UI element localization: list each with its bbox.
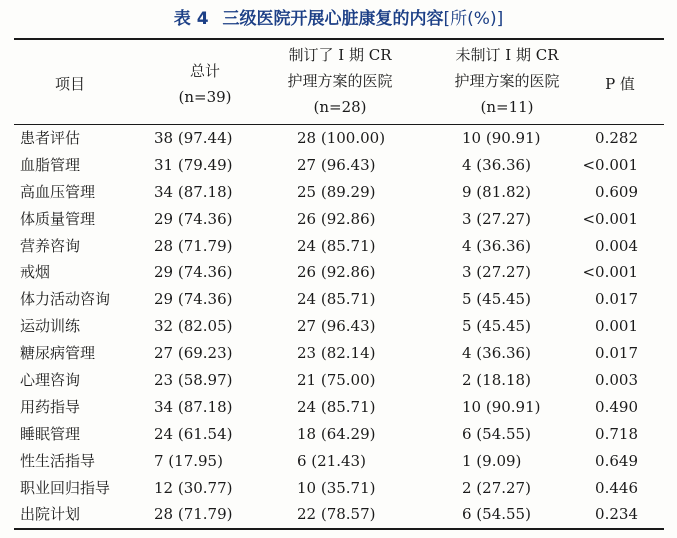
cell-without-cr: 9 (81.82) (462, 182, 531, 201)
cell-with-cr: 21 (75.00) (297, 371, 376, 390)
cell-without-cr: 10 (90.91) (462, 129, 541, 147)
row-item-label: 体力活动咨询 (20, 290, 111, 309)
cell-with-cr: 27 (96.43) (297, 155, 376, 174)
cell-without-cr: 3 (27.27) (462, 263, 531, 282)
table-row (14, 448, 664, 475)
cell-p-value: <0.001 (582, 263, 638, 282)
cell-total: 38 (97.44) (154, 129, 233, 147)
cell-without-cr: 6 (54.55) (462, 424, 531, 443)
cell-with-cr: 22 (78.57) (297, 505, 376, 524)
header-p-value: P 值 (605, 75, 635, 93)
cell-without-cr: 6 (54.55) (462, 505, 531, 524)
cell-without-cr: 2 (18.18) (462, 371, 531, 390)
cell-without-cr: 3 (27.27) (462, 209, 531, 228)
row-item-label: 睡眠管理 (20, 424, 81, 443)
table-row (14, 286, 664, 313)
bottom-rule (14, 528, 664, 530)
row-item-label: 性生活指导 (20, 451, 96, 470)
cell-p-value: 0.234 (595, 505, 638, 524)
cell-with-cr: 23 (82.14) (297, 344, 376, 363)
cell-with-cr: 6 (21.43) (297, 451, 366, 470)
table-title: 三级医院开展心脏康复的内容 (222, 9, 444, 29)
row-item-label: 运动训练 (20, 317, 81, 336)
table-row (14, 259, 664, 286)
table-caption (0, 4, 677, 29)
row-item-label: 职业回归指导 (20, 478, 111, 497)
cell-with-cr: 10 (35.71) (297, 478, 376, 497)
cell-p-value: 0.004 (595, 236, 638, 255)
cell-p-value: <0.001 (582, 209, 638, 228)
header-total: 总计 (n=39) (178, 62, 232, 106)
cell-total: 34 (87.18) (154, 397, 233, 416)
row-item-label: 高血压管理 (20, 182, 96, 201)
cell-total: 29 (74.36) (154, 290, 233, 309)
row-item-label: 心理咨询 (20, 371, 81, 390)
cell-p-value: 0.001 (595, 317, 638, 336)
table-row (14, 125, 664, 152)
cell-with-cr: 24 (85.71) (297, 290, 376, 309)
table-row (14, 501, 664, 528)
table-number: 表 4 (173, 9, 209, 29)
row-item-label: 出院计划 (20, 505, 81, 524)
cell-p-value: 0.718 (595, 424, 638, 443)
cell-p-value: 0.003 (595, 371, 638, 390)
row-item-label: 营养咨询 (20, 236, 81, 255)
top-rule (14, 38, 664, 40)
cell-total: 32 (82.05) (154, 317, 233, 336)
row-item-label: 糖尿病管理 (20, 344, 96, 363)
cell-with-cr: 24 (85.71) (297, 236, 376, 255)
cell-total: 7 (17.95) (154, 451, 223, 470)
cell-with-cr: 24 (85.71) (297, 397, 376, 416)
data-table (14, 125, 664, 528)
cell-total: 24 (61.54) (154, 424, 233, 443)
cell-total: 31 (79.49) (154, 155, 233, 174)
cell-without-cr: 2 (27.27) (462, 478, 531, 497)
header-item: 项目 (54, 75, 85, 93)
table-row (14, 421, 664, 448)
table-row (14, 394, 664, 421)
cell-p-value: 0.282 (595, 129, 638, 147)
cell-total: 12 (30.77) (154, 478, 233, 497)
table-row (14, 179, 664, 206)
table-row (14, 475, 664, 502)
row-item-label: 戒烟 (20, 263, 51, 282)
cell-without-cr: 4 (36.36) (462, 155, 531, 174)
cell-with-cr: 26 (92.86) (297, 263, 376, 282)
cell-with-cr: 26 (92.86) (297, 209, 376, 228)
cell-p-value: 0.609 (595, 182, 638, 201)
cell-without-cr: 4 (36.36) (462, 236, 531, 255)
row-item-label: 体质量管理 (20, 209, 96, 228)
cell-p-value: 0.490 (595, 397, 638, 416)
table-row (14, 152, 664, 179)
cell-p-value: 0.446 (595, 478, 638, 497)
cell-total: 29 (74.36) (154, 263, 233, 282)
table-unit: [所(%)] (443, 9, 504, 29)
table-row (14, 340, 664, 367)
header-without-cr: 未制订 I 期 CR 护理方案的医院 (n=11) (454, 46, 560, 116)
table-row (14, 313, 664, 340)
cell-total: 34 (87.18) (154, 182, 233, 201)
cell-total: 23 (58.97) (154, 371, 233, 390)
cell-total: 27 (69.23) (154, 344, 233, 363)
cell-total: 29 (74.36) (154, 209, 233, 228)
cell-without-cr: 5 (45.45) (462, 290, 531, 309)
cell-without-cr: 5 (45.45) (462, 317, 531, 336)
cell-total: 28 (71.79) (154, 236, 233, 255)
cell-with-cr: 28 (100.00) (297, 129, 386, 147)
header-with-cr: 制订了 I 期 CR 护理方案的医院 (n=28) (287, 46, 393, 116)
row-item-label: 患者评估 (20, 129, 81, 147)
cell-total: 28 (71.79) (154, 505, 233, 524)
cell-without-cr: 4 (36.36) (462, 344, 531, 363)
cell-p-value: 0.017 (595, 290, 638, 309)
cell-without-cr: 10 (90.91) (462, 397, 541, 416)
cell-with-cr: 18 (64.29) (297, 424, 376, 443)
row-item-label: 用药指导 (20, 397, 81, 416)
cell-p-value: 0.017 (595, 344, 638, 363)
cell-with-cr: 27 (96.43) (297, 317, 376, 336)
row-item-label: 血脂管理 (20, 155, 81, 174)
cell-without-cr: 1 (9.09) (462, 451, 522, 470)
cell-p-value: <0.001 (582, 155, 638, 174)
cell-p-value: 0.649 (595, 451, 638, 470)
table-row (14, 233, 664, 260)
table-row (14, 367, 664, 394)
cell-with-cr: 25 (89.29) (297, 182, 376, 201)
table-row (14, 206, 664, 233)
